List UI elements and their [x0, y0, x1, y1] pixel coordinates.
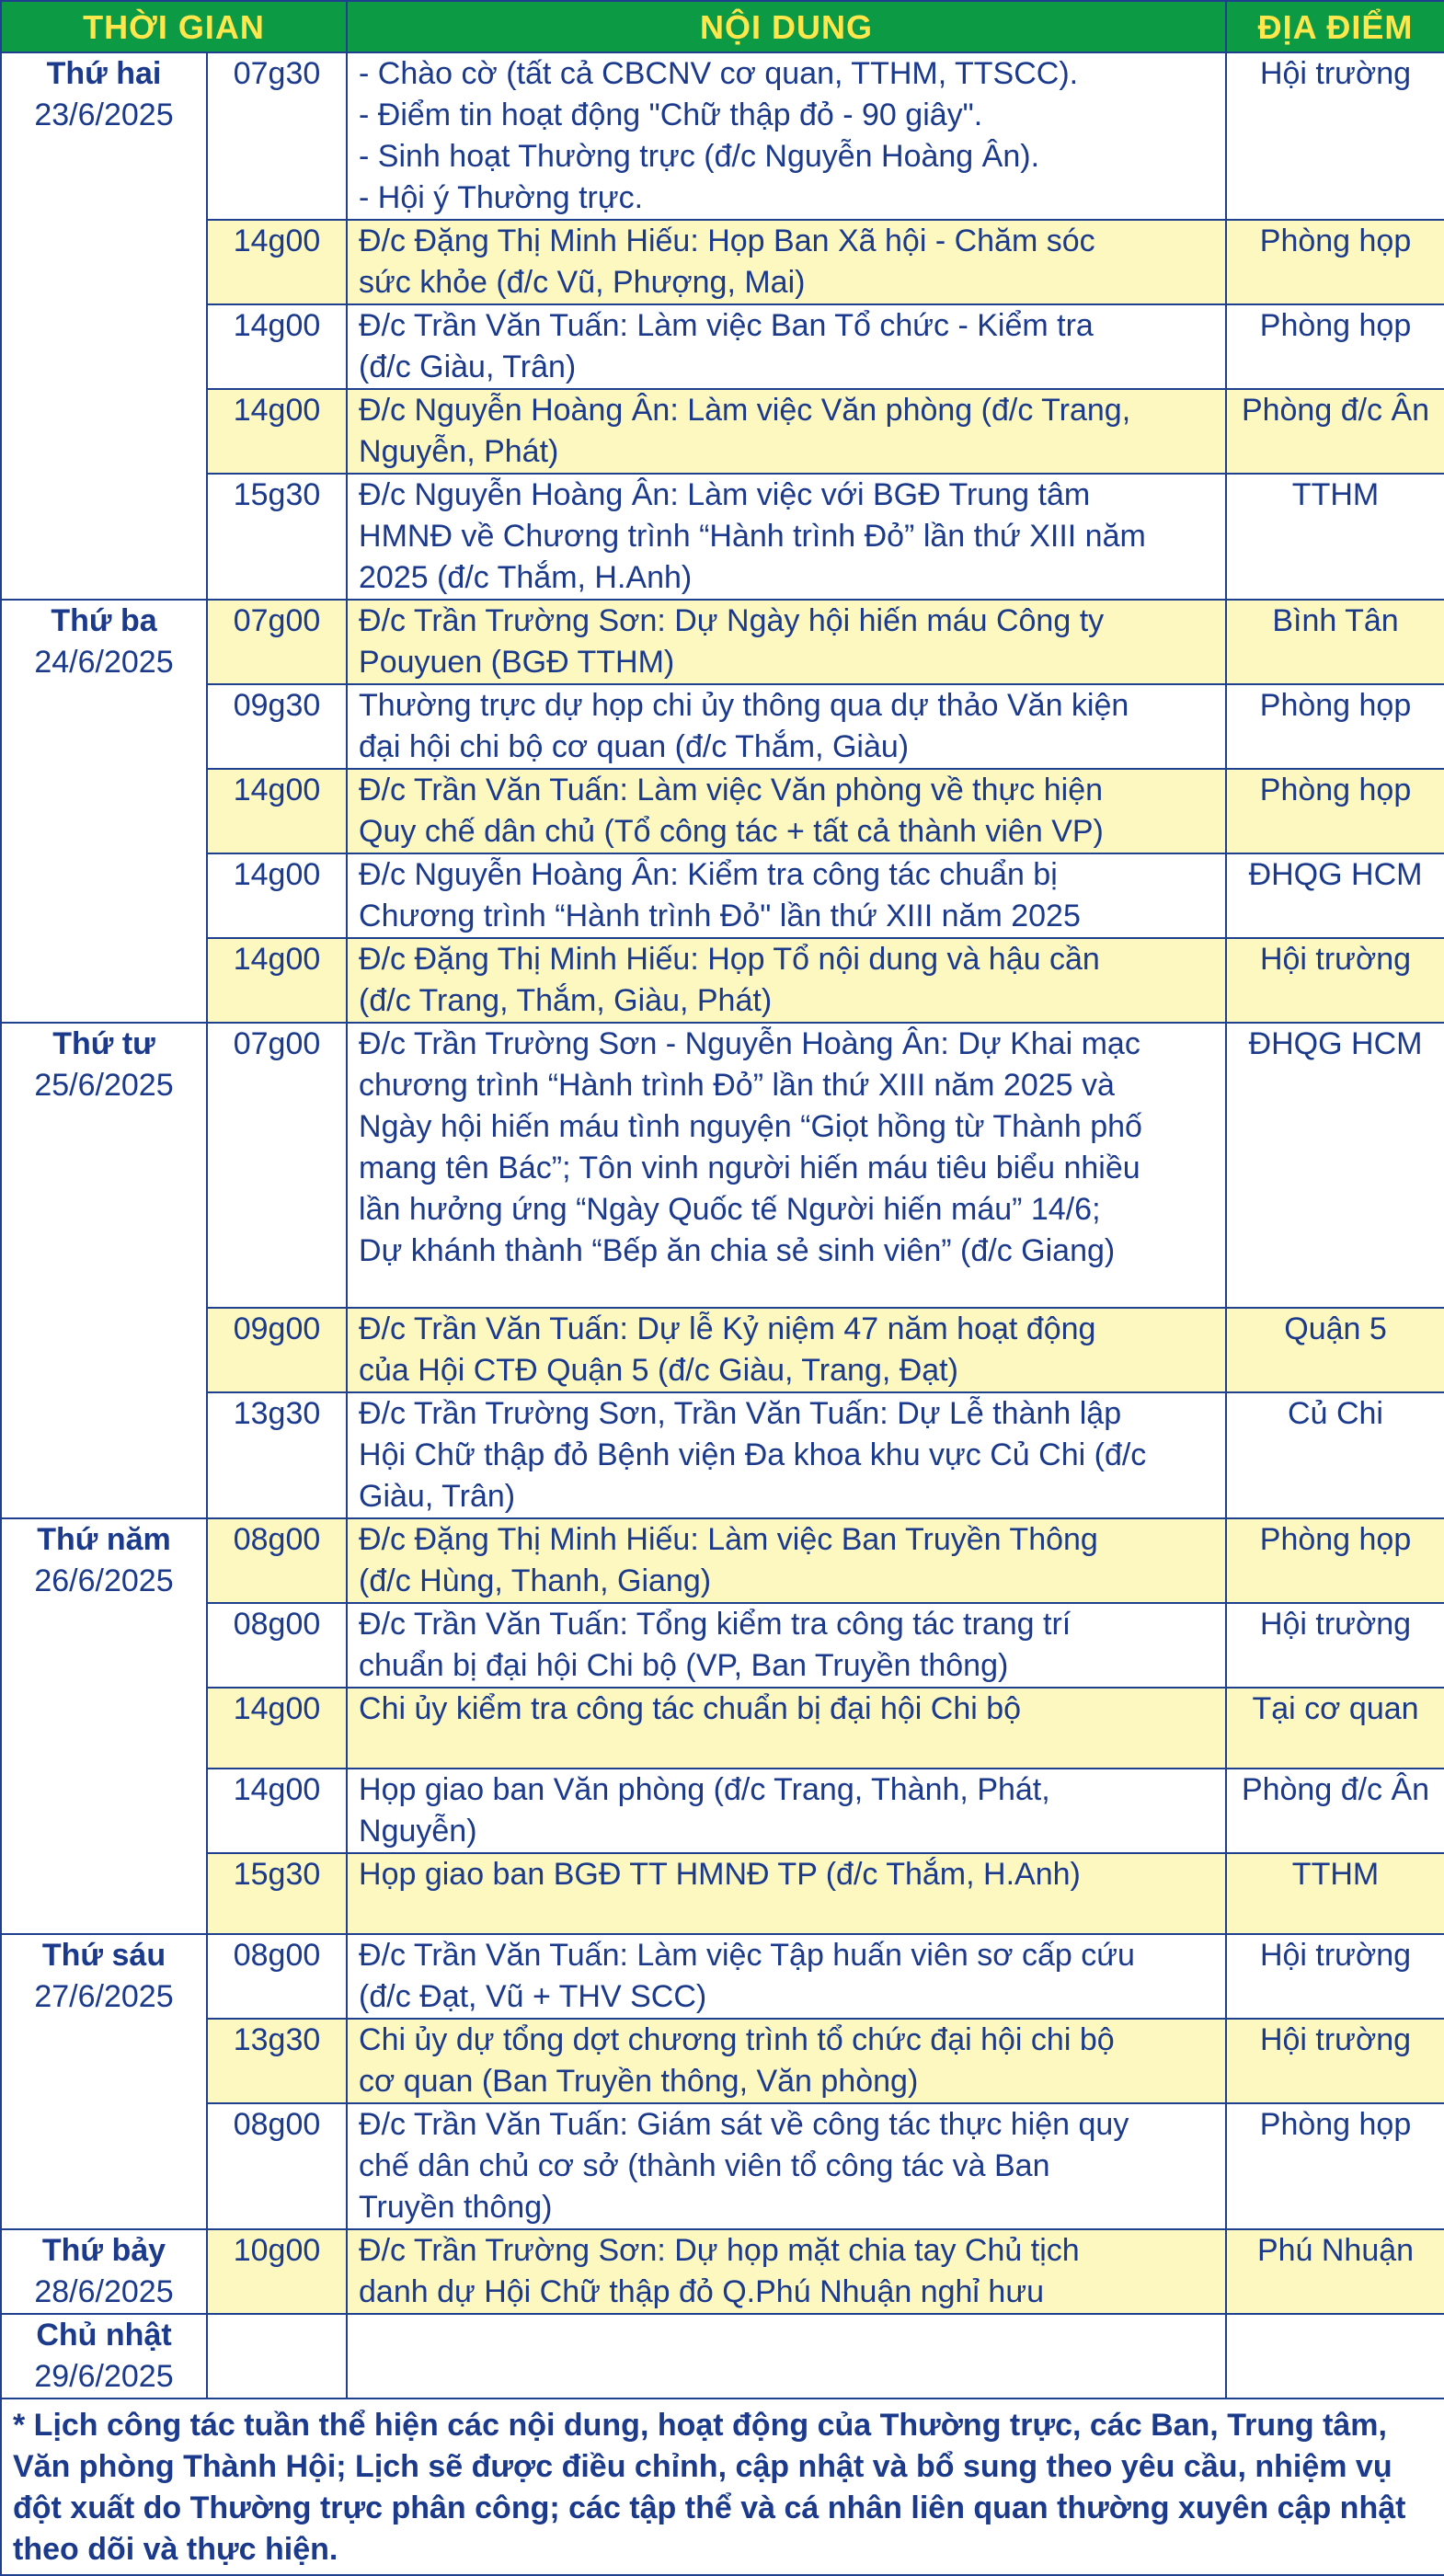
content-line: Dự khánh thành “Bếp ăn chia sẻ sinh viên” (đ/c Giang) — [359, 1233, 1116, 1268]
content-line: - Sinh hoạt Thường trực (đ/c Nguyễn Hoàng Ân). — [359, 139, 1040, 174]
time-cell: 15g30 — [207, 474, 347, 600]
schedule-row — [1, 2103, 1444, 2229]
place-cell: Phòng họp — [1226, 2103, 1444, 2229]
content-line: Chương trình “Hành trình Đỏ" lần thứ XIII năm 2025 — [359, 899, 1081, 933]
content-line: sức khỏe (đ/c Vũ, Phượng, Mai) — [359, 265, 806, 300]
day-date: 29/6/2025 — [34, 2359, 174, 2394]
content-cell — [347, 52, 1226, 220]
time-cell: 14g00 — [207, 220, 347, 304]
content-cell — [347, 938, 1226, 1023]
content-line: Đ/c Trần Văn Tuấn: Làm việc Tập huấn viên sơ cấp cứu — [359, 1938, 1135, 1973]
schedule-row — [1, 1603, 1444, 1688]
content-line: - Điểm tin hoạt động "Chữ thập đỏ - 90 giây". — [359, 97, 983, 132]
content-cell — [347, 474, 1226, 600]
day-cell — [1, 52, 207, 600]
content-line: Đ/c Trần Văn Tuấn: Làm việc Ban Tổ chức - Kiểm tra — [359, 308, 1094, 343]
day-name: Chủ nhật — [36, 2318, 172, 2353]
place-cell: ĐHQG HCM — [1226, 1023, 1444, 1308]
content-line: Đ/c Đặng Thị Minh Hiếu: Làm việc Ban Truyền Thông — [359, 1522, 1098, 1557]
time-cell: 09g30 — [207, 684, 347, 769]
content-line: Giàu, Trân) — [359, 1479, 516, 1514]
content-line: (đ/c Đạt, Vũ + THV SCC) — [359, 1979, 707, 2014]
content-line: Họp giao ban Văn phòng (đ/c Trang, Thành, Phát, — [359, 1772, 1050, 1807]
schedule-row — [1, 220, 1444, 304]
content-line: Quy chế dân chủ (Tổ công tác + tất cả thành viên VP) — [359, 814, 1104, 849]
place-cell: Phòng đ/c Ân — [1226, 1769, 1444, 1853]
place-cell: Bình Tân — [1226, 600, 1444, 684]
content-line: chế dân chủ cơ sở (thành viên tổ công tác và Ban — [359, 2148, 1050, 2183]
schedule-row — [1, 389, 1444, 474]
note-row — [1, 2399, 1444, 2575]
time-cell: 14g00 — [207, 304, 347, 389]
content-cell — [347, 304, 1226, 389]
day-name: Thứ bảy — [41, 2233, 166, 2268]
time-cell: 14g00 — [207, 853, 347, 938]
schedule-row — [1, 1853, 1444, 1934]
day-name: Thứ tư — [52, 1026, 155, 1061]
time-cell: 07g30 — [207, 52, 347, 220]
content-line: Đ/c Nguyễn Hoàng Ân: Làm việc Văn phòng (đ/c Trang, — [359, 393, 1131, 428]
time-cell: 07g00 — [207, 1023, 347, 1308]
day-date: 28/6/2025 — [34, 2274, 174, 2309]
content-line: Hội Chữ thập đỏ Bệnh viện Đa khoa khu vực Củ Chi (đ/c — [359, 1437, 1147, 1472]
content-cell — [347, 769, 1226, 853]
time-cell: 08g00 — [207, 2103, 347, 2229]
content-line: Pouyuen (BGĐ TTHM) — [359, 645, 675, 680]
day-date: 25/6/2025 — [34, 1068, 174, 1103]
place-cell: ĐHQG HCM — [1226, 853, 1444, 938]
content-cell — [347, 1518, 1226, 1603]
day-date: 27/6/2025 — [34, 1979, 174, 2014]
place-cell: Phòng họp — [1226, 769, 1444, 853]
schedule-row — [1, 1769, 1444, 1853]
time-cell: 13g30 — [207, 2019, 347, 2103]
content-cell — [347, 2019, 1226, 2103]
content-line: Nguyễn, Phát) — [359, 434, 559, 469]
content-line: Đ/c Trần Văn Tuấn: Làm việc Văn phòng về thực hiện — [359, 773, 1104, 807]
place-cell: Phòng họp — [1226, 220, 1444, 304]
place-cell: Củ Chi — [1226, 1392, 1444, 1518]
content-line: Đ/c Trần Văn Tuấn: Giám sát về công tác thực hiện quy — [359, 2107, 1129, 2142]
header-row — [1, 1, 1444, 52]
content-cell — [347, 1769, 1226, 1853]
content-line: chương trình “Hành trình Đỏ” lần thứ XIII năm 2025 và — [359, 1068, 1115, 1103]
content-line: Đ/c Đặng Thị Minh Hiếu: Họp Tổ nội dung và hậu cần — [359, 942, 1100, 977]
content-cell — [347, 600, 1226, 684]
header-content: NỘI DUNG — [347, 1, 1226, 52]
schedule-row — [1, 1023, 1444, 1308]
content-cell — [347, 220, 1226, 304]
content-line: lần hưởng ứng “Ngày Quốc tế Người hiến máu” 14/6; — [359, 1192, 1101, 1227]
content-line: cơ quan (Ban Truyền thông, Văn phòng) — [359, 2064, 919, 2099]
content-line: 2025 (đ/c Thắm, H.Anh) — [359, 560, 693, 595]
place-cell: Hội trường — [1226, 52, 1444, 220]
place-cell: Phú Nhuận — [1226, 2229, 1444, 2314]
content-line: Đ/c Trần Trường Sơn - Nguyễn Hoàng Ân: Dự Khai mạc — [359, 1026, 1140, 1061]
content-line: Chi ủy kiểm tra công tác chuẩn bị đại hội Chi bộ — [359, 1691, 1022, 1726]
place-cell: TTHM — [1226, 1853, 1444, 1934]
content-line: Đ/c Nguyễn Hoàng Ân: Làm việc với BGĐ Trung tâm — [359, 477, 1091, 512]
schedule-body — [1, 52, 1444, 2399]
content-line: đại hội chi bộ cơ quan (đ/c Thắm, Giàu) — [359, 729, 910, 764]
day-date: 23/6/2025 — [34, 97, 174, 132]
day-date: 26/6/2025 — [34, 1563, 174, 1598]
time-cell: 13g30 — [207, 1392, 347, 1518]
schedule-row — [1, 1688, 1444, 1769]
content-line: Thường trực dự họp chi ủy thông qua dự thảo Văn kiện — [359, 688, 1129, 723]
content-cell — [347, 1688, 1226, 1769]
content-line: (đ/c Trang, Thắm, Giàu, Phát) — [359, 983, 773, 1018]
schedule-row — [1, 2019, 1444, 2103]
day-cell — [1, 1023, 207, 1518]
time-cell: 15g30 — [207, 1853, 347, 1934]
schedule-row — [1, 1308, 1444, 1392]
day-name: Thứ sáu — [41, 1938, 166, 1973]
content-line: Đ/c Trần Trường Sơn, Trần Văn Tuấn: Dự Lễ thành lập — [359, 1396, 1122, 1431]
content-line: Ngày hội hiến máu tình nguyện “Giọt hồng từ Thành phố — [359, 1109, 1142, 1144]
day-cell — [1, 1934, 207, 2229]
schedule-row — [1, 600, 1444, 684]
content-line: Họp giao ban BGĐ TT HMNĐ TP (đ/c Thắm, H.Anh) — [359, 1857, 1081, 1892]
content-cell — [347, 2103, 1226, 2229]
content-line: HMNĐ về Chương trình “Hành trình Đỏ” lần thứ XIII năm — [359, 519, 1146, 554]
day-cell — [1, 2229, 207, 2314]
content-cell — [347, 684, 1226, 769]
schedule-row — [1, 1934, 1444, 2019]
time-cell: 14g00 — [207, 389, 347, 474]
place-cell: Hội trường — [1226, 1603, 1444, 1688]
content-line: Đ/c Trần Văn Tuấn: Tổng kiểm tra công tác trang trí — [359, 1607, 1072, 1642]
content-cell — [347, 1392, 1226, 1518]
content-line: danh dự Hội Chữ thập đỏ Q.Phú Nhuận nghỉ hưu — [359, 2274, 1045, 2309]
day-cell — [1, 1518, 207, 1934]
content-line: - Hội ý Thường trực. — [359, 180, 644, 215]
header-time: THỜI GIAN — [1, 1, 347, 52]
time-cell: 07g00 — [207, 600, 347, 684]
schedule-row — [1, 474, 1444, 600]
time-cell: 08g00 — [207, 1518, 347, 1603]
content-line: Truyền thông) — [359, 2190, 553, 2225]
content-line: chuẩn bị đại hội Chi bộ (VP, Ban Truyền thông) — [359, 1648, 1009, 1683]
schedule-row — [1, 1392, 1444, 1518]
content-line: Nguyễn) — [359, 1814, 477, 1849]
content-line: Đ/c Trần Trường Sơn: Dự họp mặt chia tay Chủ tịch — [359, 2233, 1080, 2268]
time-cell: 14g00 — [207, 769, 347, 853]
day-cell — [1, 2314, 207, 2399]
content-cell — [347, 2314, 1226, 2399]
time-cell: 14g00 — [207, 1688, 347, 1769]
time-cell: 08g00 — [207, 1934, 347, 2019]
time-cell: 08g00 — [207, 1603, 347, 1688]
day-cell — [1, 600, 207, 1023]
day-date: 24/6/2025 — [34, 645, 174, 680]
time-cell: 14g00 — [207, 1769, 347, 1853]
content-cell — [347, 1603, 1226, 1688]
place-cell: Hội trường — [1226, 2019, 1444, 2103]
content-cell — [347, 389, 1226, 474]
content-cell — [347, 853, 1226, 938]
place-cell: Phòng họp — [1226, 1518, 1444, 1603]
place-cell: Tại cơ quan — [1226, 1688, 1444, 1769]
schedule-row — [1, 1518, 1444, 1603]
content-line: Đ/c Trần Văn Tuấn: Dự lễ Kỷ niệm 47 năm hoạt động — [359, 1311, 1096, 1346]
place-cell: Hội trường — [1226, 1934, 1444, 2019]
schedule-row — [1, 2229, 1444, 2314]
content-line: của Hội CTĐ Quận 5 (đ/c Giàu, Trang, Đạt) — [359, 1353, 958, 1388]
day-name: Thứ hai — [46, 56, 162, 91]
content-cell — [347, 2229, 1226, 2314]
schedule-row — [1, 853, 1444, 938]
schedule-row — [1, 769, 1444, 853]
content-line: (đ/c Hùng, Thanh, Giang) — [359, 1563, 712, 1598]
place-cell: Phòng họp — [1226, 304, 1444, 389]
content-line: Đ/c Nguyễn Hoàng Ân: Kiểm tra công tác chuẩn bị — [359, 857, 1058, 892]
place-cell: Phòng họp — [1226, 684, 1444, 769]
content-line: (đ/c Giàu, Trân) — [359, 349, 577, 384]
content-line: Đ/c Trần Trường Sơn: Dự Ngày hội hiến máu Công ty — [359, 603, 1105, 638]
schedule-row — [1, 684, 1444, 769]
schedule-row — [1, 2314, 1444, 2399]
content-line: Chi ủy dự tổng dợt chương trình tổ chức đại hội chi bộ — [359, 2022, 1115, 2057]
time-cell: 14g00 — [207, 938, 347, 1023]
content-cell — [347, 1023, 1226, 1308]
time-cell: 10g00 — [207, 2229, 347, 2314]
content-line: Đ/c Đặng Thị Minh Hiếu: Họp Ban Xã hội - Chăm sóc — [359, 223, 1095, 258]
content-line: - Chào cờ (tất cả CBCNV cơ quan, TTHM, TTSCC). — [359, 56, 1079, 91]
footer-note: * Lịch công tác tuần thể hiện các nội dung, hoạt động của Thường trực, các Ban, Trung tâm, Văn phòng Thành Hội; Lịch sẽ được điều chỉnh, cập nhật và bổ sung theo yêu cầu, nhiệm vụ đột xuất do Thường trực phân công; các tập thể và cá nhân liên quan thường xuyên cập nhật theo dõi và thực hiện. — [1, 2399, 1444, 2575]
schedule-row — [1, 938, 1444, 1023]
place-cell: Phòng đ/c Ân — [1226, 389, 1444, 474]
content-cell — [347, 1308, 1226, 1392]
header-place: ĐỊA ĐIỂM — [1226, 1, 1444, 52]
place-cell: Hội trường — [1226, 938, 1444, 1023]
schedule-row — [1, 52, 1444, 220]
place-cell — [1226, 2314, 1444, 2399]
content-cell — [347, 1934, 1226, 2019]
day-name: Thứ ba — [51, 603, 157, 638]
content-cell — [347, 1853, 1226, 1934]
content-line: mang tên Bác”; Tôn vinh người hiến máu tiêu biểu nhiều — [359, 1151, 1140, 1185]
day-name: Thứ năm — [37, 1522, 171, 1557]
time-cell: 09g00 — [207, 1308, 347, 1392]
place-cell: Quận 5 — [1226, 1308, 1444, 1392]
place-cell: TTHM — [1226, 474, 1444, 600]
time-cell — [207, 2314, 347, 2399]
schedule-row — [1, 304, 1444, 389]
